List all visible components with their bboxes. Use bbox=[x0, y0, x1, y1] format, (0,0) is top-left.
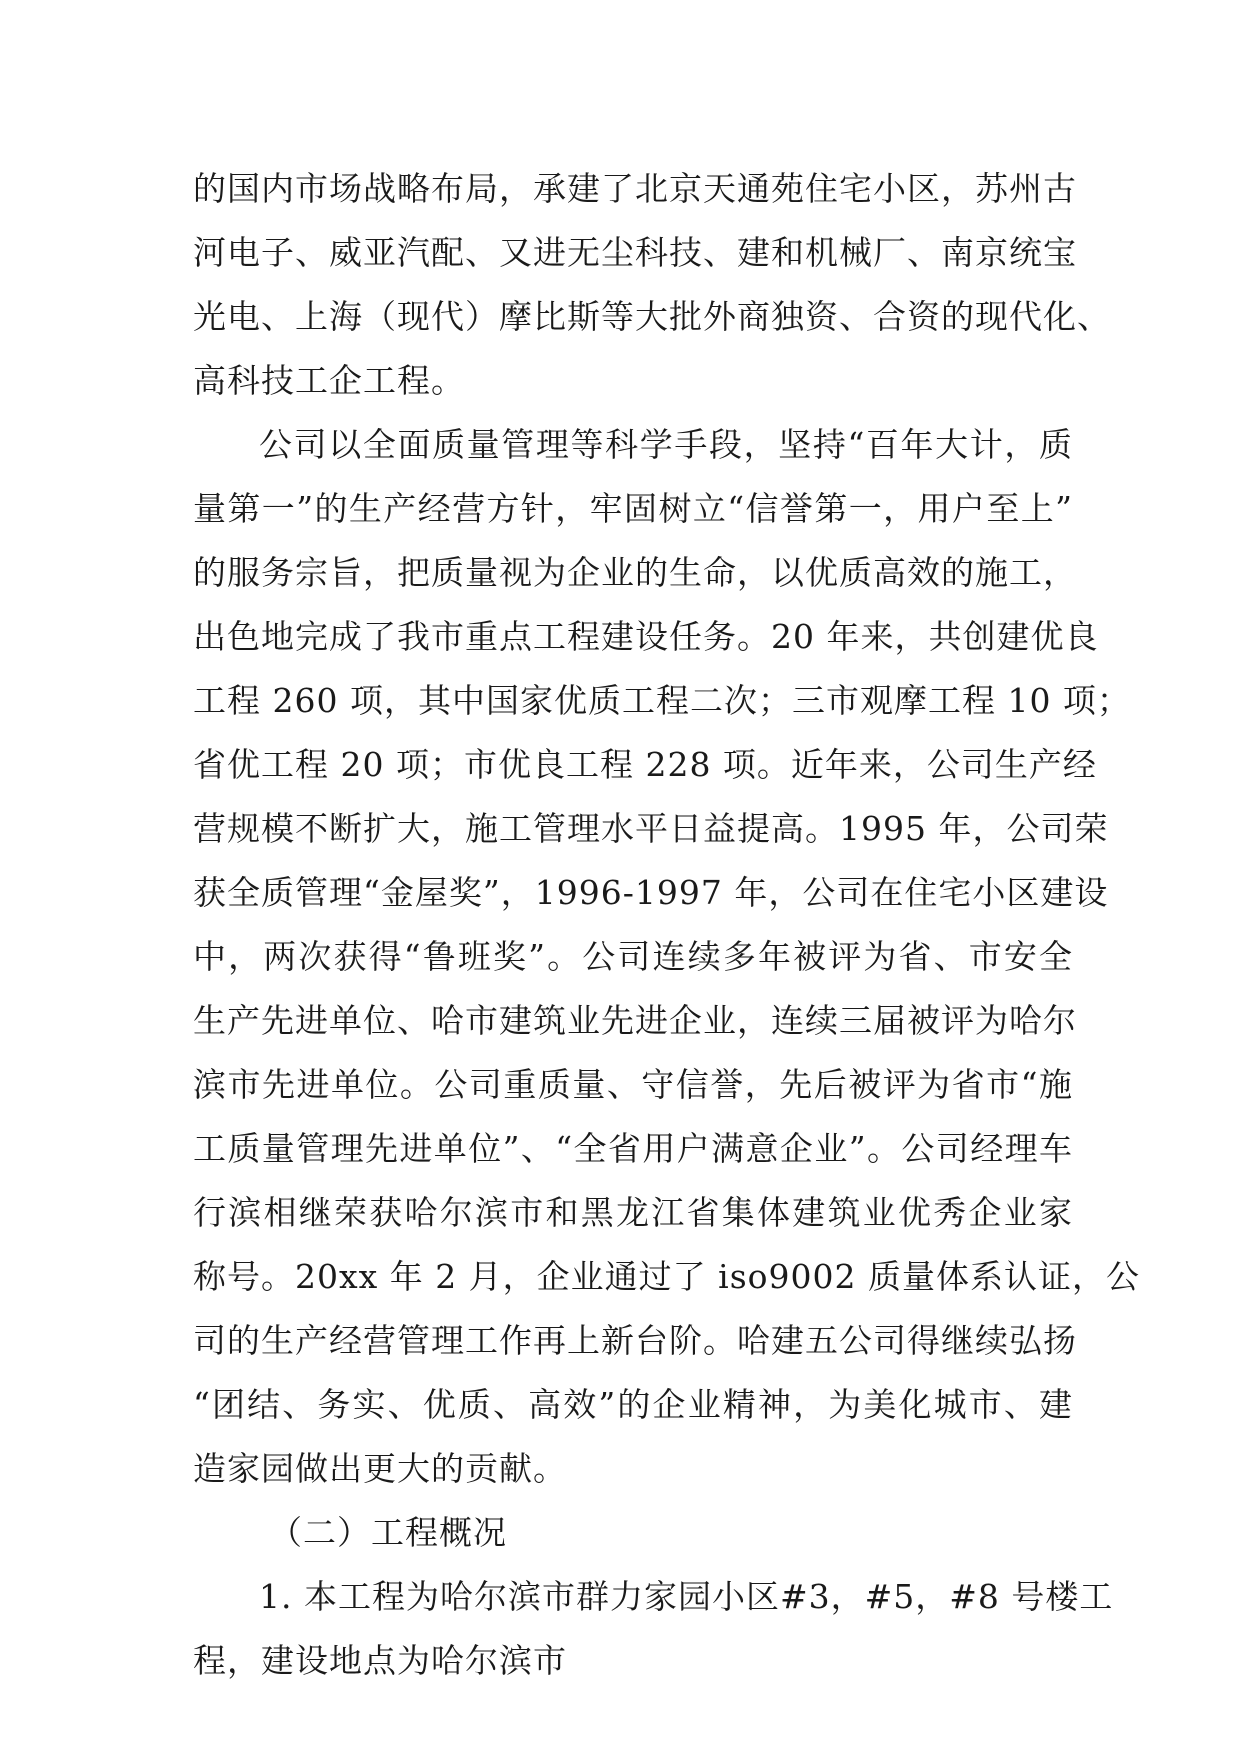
text-line: 工质量管理先进单位”、“全省用户满意企业”。公司经理车 bbox=[193, 1129, 1073, 1168]
text-line: 滨市先进单位。公司重质量、守信誉，先后被评为省市“施 bbox=[193, 1065, 1073, 1104]
section-heading: （二）工程概况 bbox=[269, 1513, 507, 1552]
text-line: 造家园做出更大的贡献。 bbox=[193, 1449, 567, 1488]
paragraph-first-line: 公司以全面质量管理等科学手段，坚持“百年大计，质 bbox=[259, 425, 1073, 464]
text-line: “团结、务实、优质、高效”的企业精神，为美化城市、建 bbox=[193, 1385, 1073, 1424]
text-line: 工程 260 项，其中国家优质工程二次；三市观摩工程 10 项； bbox=[193, 681, 1131, 720]
text-line: 的服务宗旨，把质量视为企业的生命，以优质高效的施工， bbox=[193, 553, 1077, 592]
text-line: 行滨相继荣获哈尔滨市和黑龙江省集体建筑业优秀企业家 bbox=[193, 1193, 1073, 1232]
text-line: 高科技工企工程。 bbox=[193, 361, 465, 400]
text-line: 中，两次获得“鲁班奖”。公司连续多年被评为省、市安全 bbox=[193, 937, 1073, 976]
text-line: 量第一”的生产经营方针，牢固树立“信誉第一，用户至上” bbox=[193, 489, 1073, 528]
text-line: 的国内市场战略布局，承建了北京天通苑住宅小区，苏州古 bbox=[193, 169, 1077, 208]
body-text bbox=[193, 157, 1140, 1693]
paragraph-first-line: 1. 本工程为哈尔滨市群力家园小区#3，#5，#8 号楼工 bbox=[259, 1577, 1114, 1616]
text-line: 省优工程 20 项；市优良工程 228 项。近年来，公司生产经 bbox=[193, 745, 1097, 784]
text-line: 称号。20xx 年 2 月，企业通过了 iso9002 质量体系认证，公 bbox=[193, 1257, 1140, 1296]
text-line: 司的生产经营管理工作再上新台阶。哈建五公司得继续弘扬 bbox=[193, 1321, 1077, 1360]
text-line: 出色地完成了我市重点工程建设任务。20 年来，共创建优良 bbox=[193, 617, 1099, 656]
text-line: 河电子、威亚汽配、又进无尘科技、建和机械厂、南京统宝 bbox=[193, 233, 1077, 272]
text-line: 程，建设地点为哈尔滨市 bbox=[193, 1641, 567, 1680]
text-line: 营规模不断扩大，施工管理水平日益提高。1995 年，公司荣 bbox=[193, 809, 1109, 848]
text-line: 获全质管理“金屋奖”，1996-1997 年，公司在住宅小区建设 bbox=[193, 873, 1109, 912]
text-line: 光电、上海（现代）摩比斯等大批外商独资、合资的现代化、 bbox=[193, 297, 1111, 336]
text-line: 生产先进单位、哈市建筑业先进企业，连续三届被评为哈尔 bbox=[193, 1001, 1077, 1040]
